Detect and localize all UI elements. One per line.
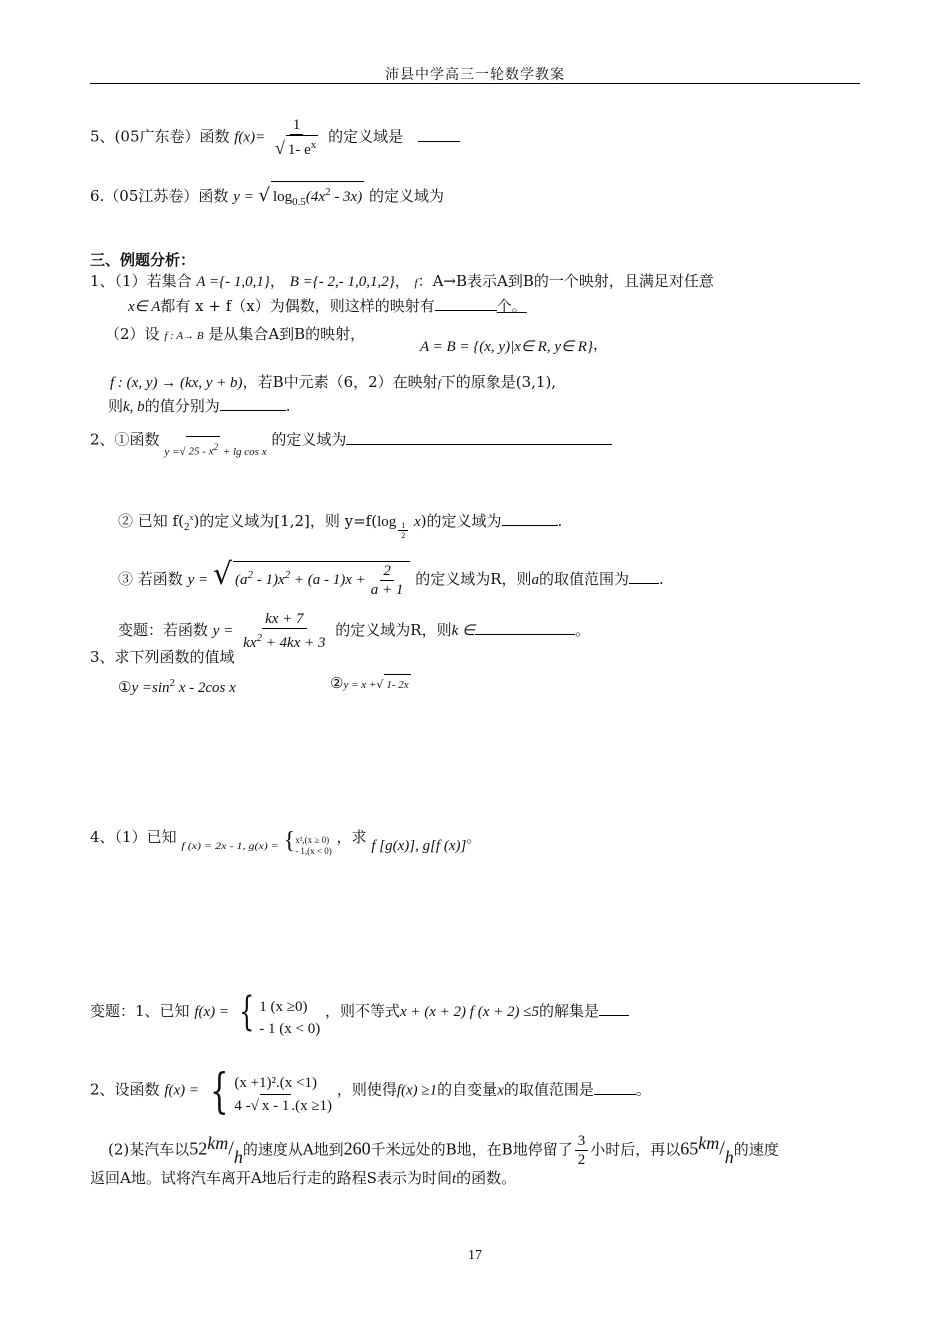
question-6: 6.（05江苏卷）函数 y = √ $\log_{0.5}(4x^2 - 3x)$ 的定义域为 — [90, 181, 444, 212]
example-1-part-1-line-2: x∈ A都有 x + f（x）为偶数，则这样的映射有 个。 — [128, 297, 527, 315]
question-5-lhs: f(x)= — [234, 129, 266, 146]
example-1-part-1-line-1: 1、（1）若集合 A ={- 1,0,1}， B ={- 2,- 1,0,1,2}， f：A→B表示A到B的一个映射，且满足对任意 — [90, 272, 714, 290]
question-6-radical: $\log_{0.5}(4x^2 - 3x)$ — [271, 181, 364, 212]
header-title: 沛县中学高三一轮数学教案 — [385, 67, 565, 83]
answer-blank — [502, 511, 558, 526]
answer-blank — [220, 396, 286, 411]
example-2-part-1: 2、①函数 $_{y =√ 25 - x^2 + lg cos x}$ 的定义域为 — [90, 426, 612, 452]
example-2-variant: 变题：若函数 y = $\frac{kx + 7}{kx^2 + 4kx + 3}$ 的定义域为R，则k ∈ 。 — [118, 611, 591, 651]
question-6-suffix: 的定义域为 — [369, 187, 445, 205]
question-5-suffix: 的定义域是 — [328, 127, 404, 146]
fraction-denominator: √ 1- $e^x$ — [272, 135, 321, 159]
answer-blank — [629, 569, 659, 584]
radical-expression: $(a^2 - 1)x^2 + (a - 1)x$ + $\frac{2}{a + 1}$ — [233, 561, 410, 599]
car-problem-line-1: (2)某汽车以52km/h的速度从A地到260千米远处的B地，在B地停留了 $\frac{3}{2}$ 小时后，再以65km/h的速度 — [108, 1132, 779, 1168]
example-3-part-1: ①y $=\sin^2$ x - 2cos x — [118, 677, 236, 696]
question-6-lhs: y = — [233, 189, 254, 205]
answer-blank — [594, 1080, 636, 1095]
page-number: 17 — [468, 1248, 482, 1263]
example-3-title: 3、求下列函数的值域 — [90, 648, 235, 666]
answer-blank — [418, 127, 460, 142]
set-b: B ={- 2,- 1,0,1,2} — [289, 274, 395, 290]
example-4: 4、（1）已知 f (x) = 2x - 1, g(x) = { x²,(x ≥ 0) - 1,(x < 0) ，求 f [g(x)], g[f (x)]。 — [90, 828, 482, 856]
answer-blank — [475, 620, 575, 635]
example-3-part-2: ②y = x +√ 1- 2x — [330, 673, 411, 695]
example-2-part-3: ③ 若函数 y = √ $(a^2 - 1)x^2 + (a - 1)x$ + $\frac{2}{a + 1}$ 的定义域为R，则a的取值范围为 . — [118, 556, 664, 598]
question-5 — [90, 116, 460, 159]
section-title: 三、例题分析： — [90, 251, 196, 269]
header-rule — [90, 83, 860, 84]
question-6-prefix: 6.（05江苏卷）函数 — [90, 187, 229, 205]
question-5-prefix: 5、(05广东卷）函数 — [90, 127, 230, 146]
variant-2: 2、设函数 f(x) = { (x +1)².(x <1) 4 -√ x - 1 .(x ≥1) ，则使得f(x) ≥1的自变量x的取值范围是 。 — [90, 1062, 651, 1119]
set-a: A ={- 1,0,1} — [196, 274, 270, 290]
set-ab: A = B = {(x, y)|x∈ R, y∈ R} — [419, 339, 593, 355]
answer-blank — [599, 1001, 629, 1016]
car-problem-line-2: 返回A地。试将汽车离开A地后行走的路程S表示为时间t的函数。 — [90, 1169, 517, 1187]
answer-blank — [435, 296, 497, 311]
example-1-part-2-line-3: 则k, b的值分别为 . — [108, 397, 291, 415]
example-1-part-2-line-1: （2）设 f : A→ B 是从集合A到B的映射， A = B = {(x, y)|x∈ R, y∈ R}， — [105, 325, 608, 355]
answer-blank — [346, 430, 612, 445]
example-1-part-2-line-2: f : (x, y) → (kx, y + b)，若B中元素（6，2）在映射f下的原象是(3,1), — [110, 373, 557, 391]
example-2-part-2: ② 已知 $f(_2^x)$的定义域为[1,2]，则 y=f(log $\frac{1}{2}$ x)的定义域为 . — [118, 512, 563, 540]
fraction-numerator: 1 — [290, 116, 304, 135]
variant-1: 变题：1、已知 f(x) = { 1 (x ≥0) - 1 (x < 0) ，则不等式x + (x + 2) f (x + 2) ≤5的解集是 — [90, 990, 629, 1034]
question-5-fraction — [272, 116, 321, 159]
